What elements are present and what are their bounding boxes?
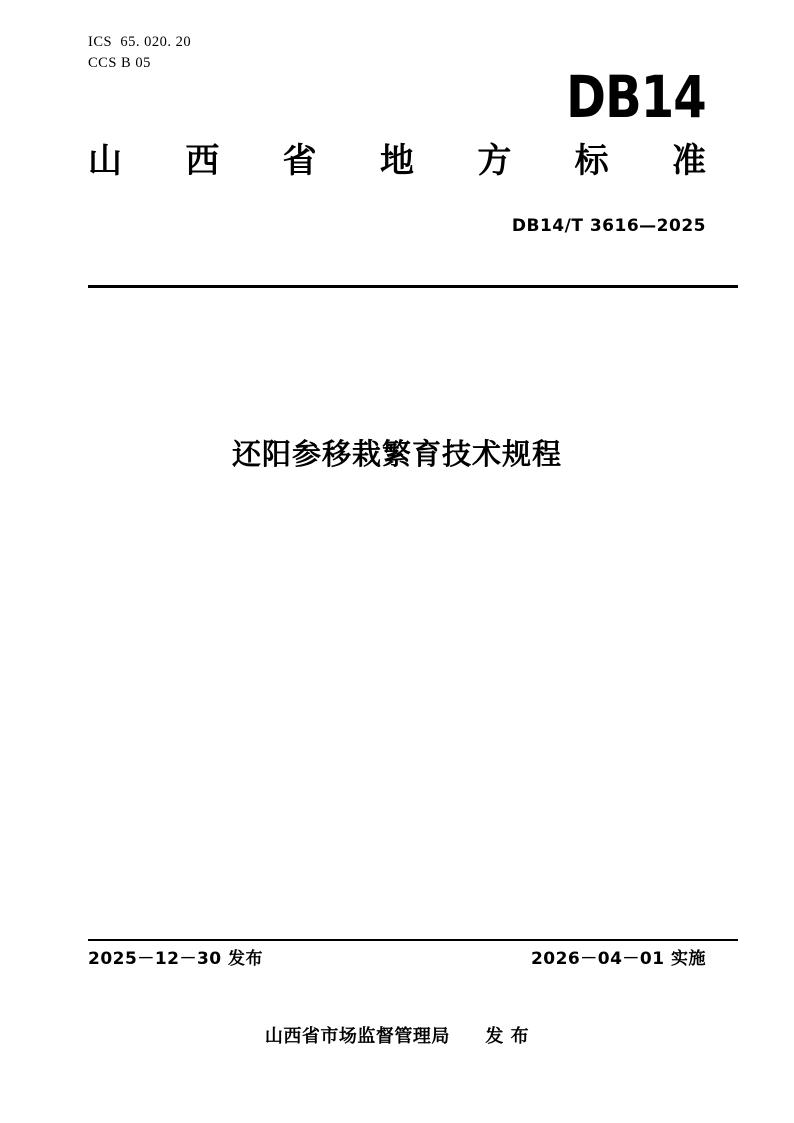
footer-divider [88,939,738,941]
classification-codes [88,32,191,74]
series-title-char-6: 标 [574,141,609,181]
ics-code: ICS 65. 020. 20 [88,34,192,50]
ccs-code: CCS B 05 [88,55,151,72]
series-title-char-5: 方 [477,141,512,181]
standard-series-title [88,143,706,180]
effective-date: 2026－04－01 实施 [530,949,706,969]
publisher-line [0,1022,794,1048]
series-title-char-2: 西 [185,141,220,181]
series-title-char-7: 准 [671,141,706,181]
dates-row [88,944,706,969]
document-title: 还阳参移栽繁育技术规程 [231,437,562,471]
issue-date: 2025－12－30 发布 [88,949,264,969]
series-title-char-3: 省 [282,141,317,181]
publisher-name: 山西省市场监督管理局 [264,1026,450,1047]
publisher-suffix: 发 布 [485,1026,530,1047]
standard-number: DB14/T 3616—2025 [511,216,706,236]
series-title-char-4: 地 [379,141,414,181]
db14-logo: DB14 [566,63,706,131]
header-divider [88,285,738,288]
series-title-char-1: 山 [88,141,122,181]
